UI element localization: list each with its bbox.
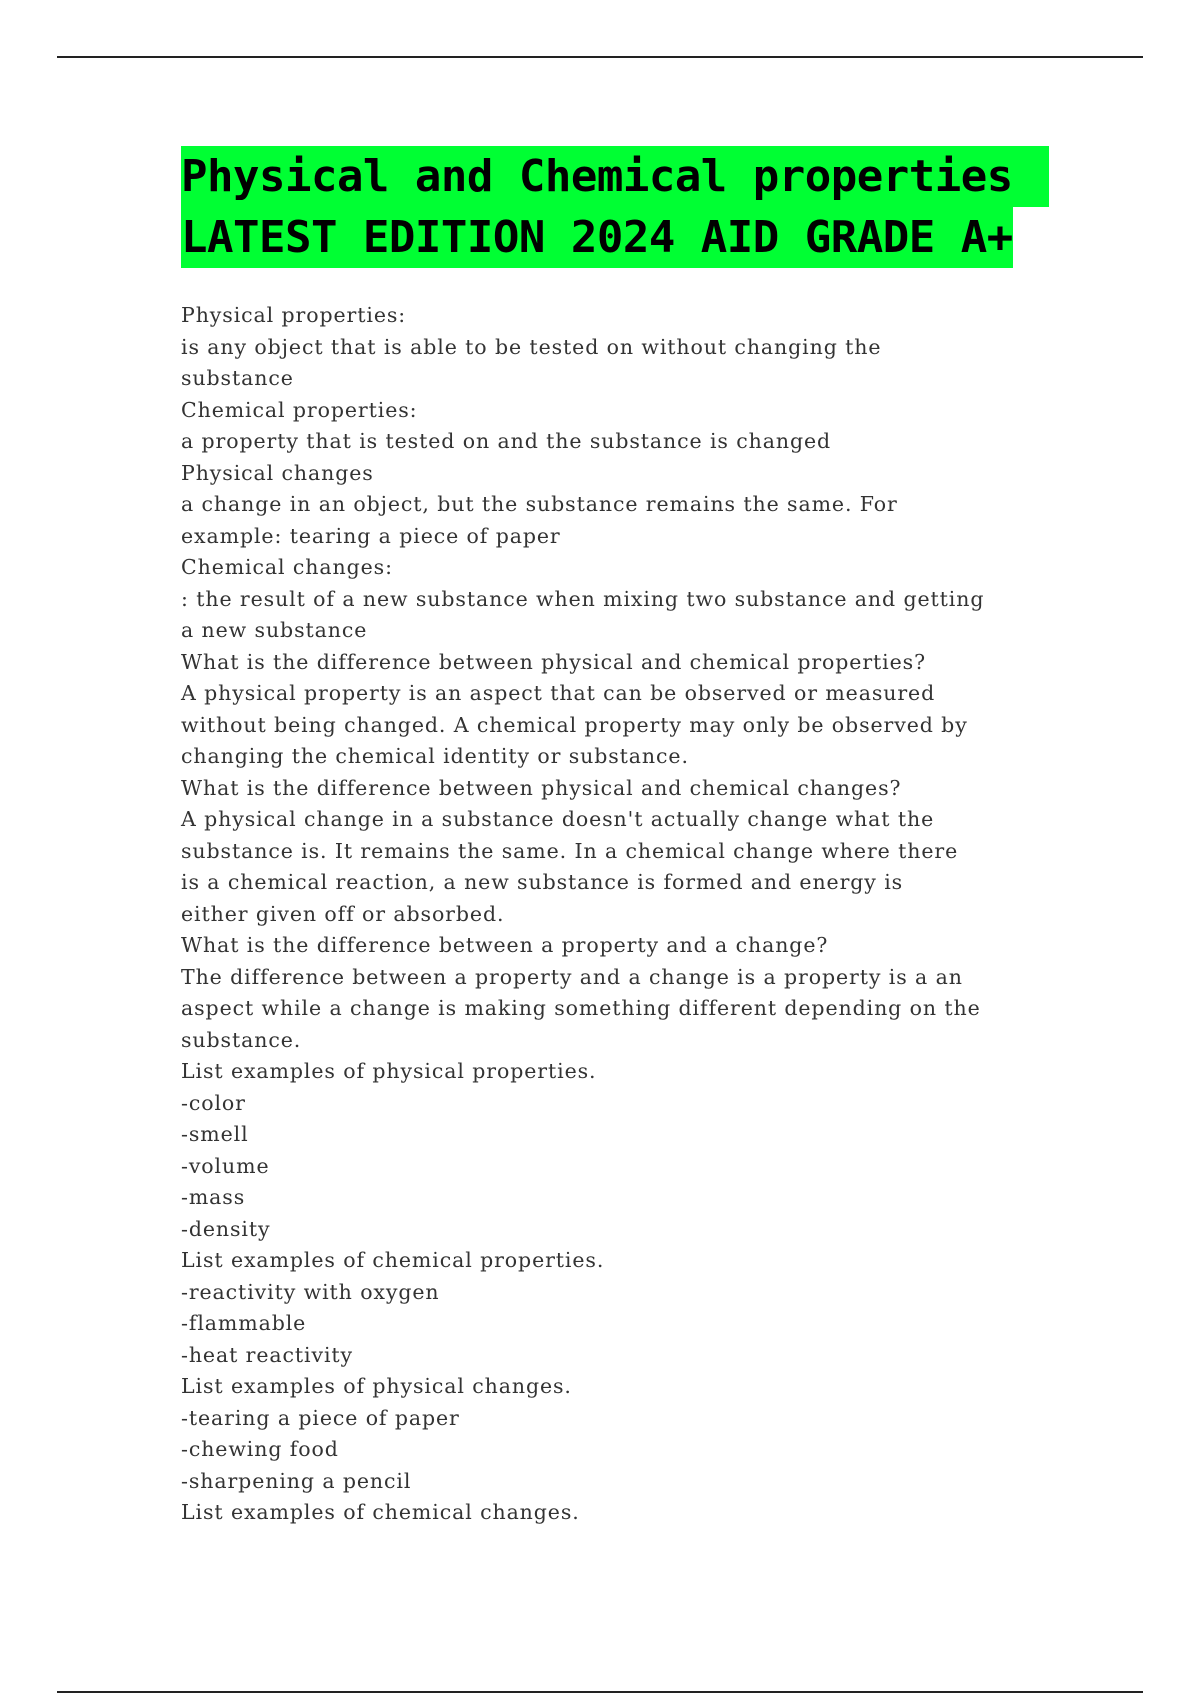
text-line: -density	[181, 1216, 271, 1241]
text-line: What is the difference between physical and chemical properties?	[181, 649, 926, 674]
text-line: -sharpening a pencil	[181, 1468, 412, 1493]
text-line: The difference between a property and a change is a property is a an	[181, 964, 963, 989]
text-line: Physical changes	[181, 460, 374, 485]
text-line: substance	[181, 366, 294, 390]
text-line: Chemical properties:	[181, 397, 418, 422]
text-line: What is the difference between physical and chemical changes?	[181, 775, 902, 800]
text-line: a change in an object, but the substance remains the same. For	[181, 492, 898, 516]
text-line: a new substance	[181, 618, 368, 642]
text-line: -chewing food	[181, 1437, 339, 1461]
title-line-1: Physical and Chemical properties	[181, 146, 1049, 207]
text-line: either given off or absorbed.	[181, 901, 505, 926]
text-line: -volume	[181, 1153, 270, 1178]
text-line: List examples of physical changes.	[181, 1374, 572, 1398]
text-line: : the result of a new substance when mixing two substance and getting	[181, 586, 985, 611]
text-line: Physical properties:	[181, 303, 407, 327]
text-line: -smell	[181, 1122, 249, 1146]
text-line: -reactivity with oxygen	[181, 1279, 440, 1304]
text-line: -tearing a piece of paper	[181, 1405, 460, 1430]
title-line-2: LATEST EDITION 2024 AID GRADE A+	[181, 207, 1013, 268]
document-body	[181, 300, 1041, 1529]
text-line: -heat reactivity	[181, 1342, 354, 1367]
header-rule	[57, 56, 1143, 58]
text-line: What is the difference between a property and a change?	[181, 933, 829, 957]
text-line: -flammable	[181, 1311, 307, 1335]
text-line: List examples of chemical changes.	[181, 1500, 580, 1524]
text-line: a property that is tested on and the substance is changed	[181, 429, 832, 453]
text-line: is a chemical reaction, a new substance is formed and energy is	[181, 870, 904, 894]
text-line: A physical change in a substance doesn't actually change what the	[181, 807, 935, 831]
text-line: substance is. It remains the same. In a chemical change where there	[181, 838, 959, 863]
text-line: List examples of physical properties.	[181, 1059, 597, 1083]
text-line: changing the chemical identity or substance.	[181, 744, 689, 768]
text-line: List examples of chemical properties.	[181, 1248, 605, 1272]
text-line: Chemical changes:	[181, 555, 393, 579]
text-line: without being changed. A chemical property may only be observed by	[181, 712, 968, 737]
text-line: example: tearing a piece of paper	[181, 523, 561, 548]
text-line: A physical property is an aspect that can be observed or measured	[181, 681, 936, 705]
footer-rule	[57, 1691, 1143, 1693]
text-line: substance.	[181, 1027, 302, 1052]
text-line: aspect while a change is making something different depending on the	[181, 996, 981, 1020]
text-line: is any object that is able to be tested on without changing the	[181, 334, 882, 359]
text-line: -mass	[181, 1185, 246, 1209]
text-line: -color	[181, 1090, 246, 1115]
document-title	[181, 146, 1061, 268]
